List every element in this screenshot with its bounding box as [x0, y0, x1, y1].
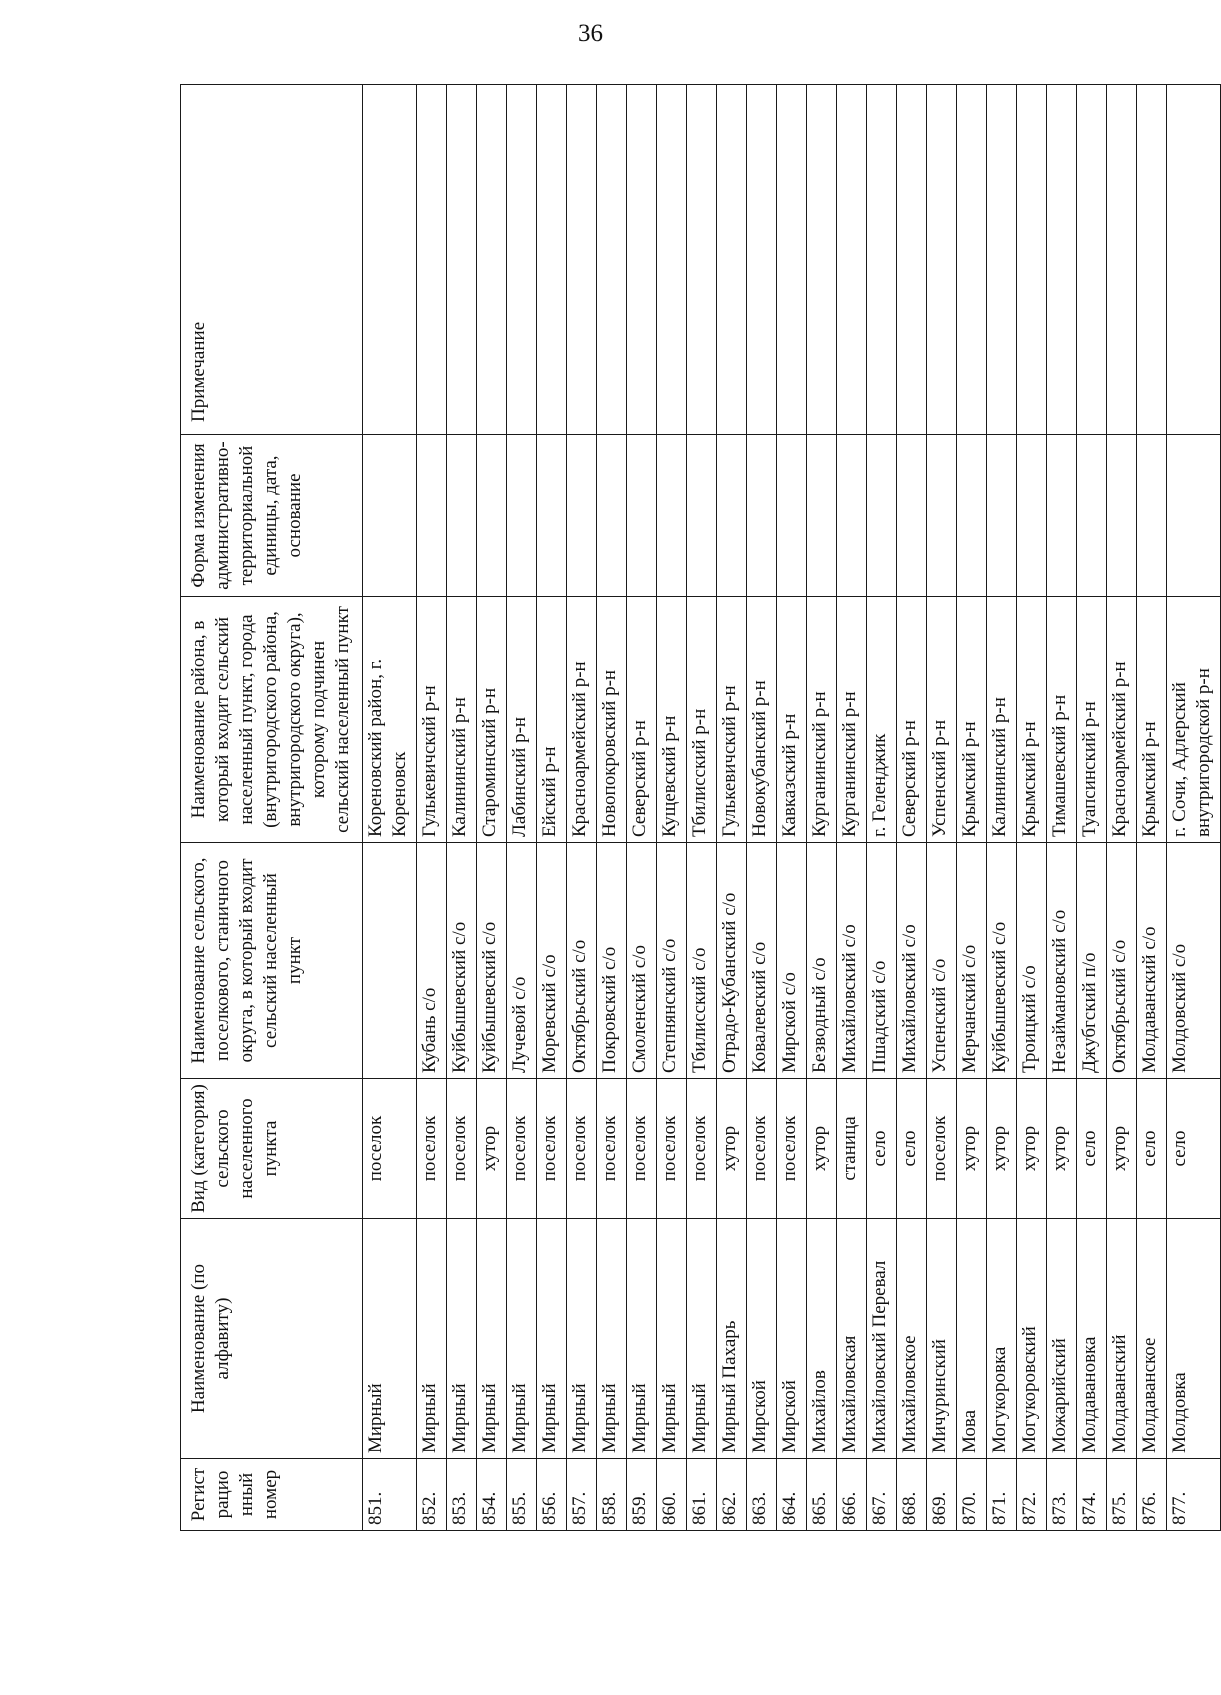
category-cell: хутор	[1047, 1079, 1077, 1219]
change-cell	[363, 435, 417, 597]
district-cell: Красноармейский р-н	[567, 597, 597, 843]
reg-number-cell: 856.	[537, 1459, 567, 1531]
category-cell: поселок	[777, 1079, 807, 1219]
change-cell	[837, 435, 867, 597]
district-cell: Калининский р-н	[447, 597, 477, 843]
district-cell: Успенский р-н	[927, 597, 957, 843]
okrug-cell: Покровский с/о	[597, 843, 627, 1079]
okrug-cell: Куйбышевский с/о	[447, 843, 477, 1079]
district-cell: Северский р-н	[627, 597, 657, 843]
name-cell: Мирный	[627, 1219, 657, 1459]
table-row	[957, 85, 987, 1531]
change-cell	[477, 435, 507, 597]
name-cell: Михайловская	[837, 1219, 867, 1459]
reg-number-cell: 853.	[447, 1459, 477, 1531]
category-cell: поселок	[567, 1079, 597, 1219]
okrug-cell: Ковалевский с/о	[747, 843, 777, 1079]
change-cell	[987, 435, 1017, 597]
district-cell: Лабинский р-н	[507, 597, 537, 843]
name-cell: Мирный	[687, 1219, 717, 1459]
district-cell: Староминский р-н	[477, 597, 507, 843]
change-cell	[567, 435, 597, 597]
table-row	[1017, 85, 1047, 1531]
change-cell	[447, 435, 477, 597]
table-row	[927, 85, 957, 1531]
name-cell: Мирный Пахарь	[717, 1219, 747, 1459]
reg-number-cell: 861.	[687, 1459, 717, 1531]
district-cell: Тбилисский р-н	[687, 597, 717, 843]
table-row	[1167, 85, 1221, 1531]
reg-number-cell: 871.	[987, 1459, 1017, 1531]
district-cell: Калининский р-н	[987, 597, 1017, 843]
okrug-cell: Молдаванский с/о	[1137, 843, 1167, 1079]
okrug-cell: Степнянский с/о	[657, 843, 687, 1079]
category-cell: хутор	[477, 1079, 507, 1219]
table-row	[1077, 85, 1107, 1531]
header-reg-number: Регист рацио нный номер	[181, 1459, 363, 1531]
category-cell: хутор	[1107, 1079, 1137, 1219]
name-cell: Мирный	[363, 1219, 417, 1459]
note-cell	[957, 85, 987, 435]
change-cell	[537, 435, 567, 597]
reg-number-cell: 863.	[747, 1459, 777, 1531]
name-cell: Молдовка	[1167, 1219, 1221, 1459]
reg-number-cell: 875.	[1107, 1459, 1137, 1531]
header-note: Примечание	[181, 85, 363, 435]
note-cell	[1107, 85, 1137, 435]
note-cell	[987, 85, 1017, 435]
district-cell: Кавказский р-н	[777, 597, 807, 843]
change-cell	[687, 435, 717, 597]
table-row	[597, 85, 627, 1531]
reg-number-cell: 873.	[1047, 1459, 1077, 1531]
note-cell	[1047, 85, 1077, 435]
change-cell	[1047, 435, 1077, 597]
okrug-cell	[363, 843, 417, 1079]
okrug-cell: Октябрьский с/о	[1107, 843, 1137, 1079]
okrug-cell: Тбилисский с/о	[687, 843, 717, 1079]
category-cell: хутор	[1017, 1079, 1047, 1219]
table-row	[747, 85, 777, 1531]
change-cell	[957, 435, 987, 597]
name-cell: Мирской	[747, 1219, 777, 1459]
name-cell: Могукоровский	[1017, 1219, 1047, 1459]
category-cell: поселок	[507, 1079, 537, 1219]
name-cell: Мирный	[477, 1219, 507, 1459]
table-row	[537, 85, 567, 1531]
okrug-cell: Кубань с/о	[417, 843, 447, 1079]
change-cell	[417, 435, 447, 597]
reg-number-cell: 872.	[1017, 1459, 1047, 1531]
name-cell: Мирный	[537, 1219, 567, 1459]
table-row	[447, 85, 477, 1531]
name-cell: Мирный	[567, 1219, 597, 1459]
district-cell: Новокубанский р-н	[747, 597, 777, 843]
district-cell: г. Сочи, Адлерский внутригородской р-н	[1167, 597, 1221, 843]
district-cell: Новопокровский р-н	[597, 597, 627, 843]
change-cell	[747, 435, 777, 597]
category-cell: поселок	[627, 1079, 657, 1219]
table-row	[363, 85, 417, 1531]
category-cell: поселок	[363, 1079, 417, 1219]
name-cell: Могукоровка	[987, 1219, 1017, 1459]
reg-number-cell: 877.	[1167, 1459, 1221, 1531]
name-cell: Молдавановка	[1077, 1219, 1107, 1459]
district-cell: Крымский р-н	[1137, 597, 1167, 843]
note-cell	[417, 85, 447, 435]
reg-number-cell: 874.	[1077, 1459, 1107, 1531]
change-cell	[777, 435, 807, 597]
category-cell: поселок	[657, 1079, 687, 1219]
name-cell: Мирный	[507, 1219, 537, 1459]
change-cell	[1167, 435, 1221, 597]
table-row	[657, 85, 687, 1531]
district-cell: Тимашевский р-н	[1047, 597, 1077, 843]
district-cell: Курганинский р-н	[837, 597, 867, 843]
reg-number-cell: 864.	[777, 1459, 807, 1531]
category-cell: станица	[837, 1079, 867, 1219]
reg-number-cell: 869.	[927, 1459, 957, 1531]
table-row	[1047, 85, 1077, 1531]
reg-number-cell: 851.	[363, 1459, 417, 1531]
name-cell: Мичуринский	[927, 1219, 957, 1459]
note-cell	[1167, 85, 1221, 435]
category-cell: село	[1137, 1079, 1167, 1219]
district-cell: Ейский р-н	[537, 597, 567, 843]
category-cell: село	[867, 1079, 897, 1219]
table-row	[777, 85, 807, 1531]
category-cell: поселок	[597, 1079, 627, 1219]
district-cell: Кущевский р-н	[657, 597, 687, 843]
okrug-cell: Михайловский с/о	[837, 843, 867, 1079]
okrug-cell: Октябрьский с/о	[567, 843, 597, 1079]
note-cell	[1077, 85, 1107, 435]
note-cell	[657, 85, 687, 435]
okrug-cell: Мирской с/о	[777, 843, 807, 1079]
note-cell	[837, 85, 867, 435]
district-cell: Северский р-н	[897, 597, 927, 843]
okrug-cell: Михайловский с/о	[897, 843, 927, 1079]
note-cell	[777, 85, 807, 435]
name-cell: Михайловский Перевал	[867, 1219, 897, 1459]
table-body	[363, 85, 1221, 1531]
change-cell	[717, 435, 747, 597]
change-cell	[927, 435, 957, 597]
okrug-cell: Смоленский с/о	[627, 843, 657, 1079]
district-cell: Гулькевичский р-н	[417, 597, 447, 843]
header-category: Вид (категория) сельского населенного пункта	[181, 1079, 363, 1219]
name-cell: Молдаванское	[1137, 1219, 1167, 1459]
reg-number-cell: 860.	[657, 1459, 687, 1531]
category-cell: хутор	[807, 1079, 837, 1219]
note-cell	[717, 85, 747, 435]
category-cell: хутор	[987, 1079, 1017, 1219]
note-cell	[867, 85, 897, 435]
page-number: 36	[578, 20, 603, 47]
name-cell: Мирный	[597, 1219, 627, 1459]
name-cell: Мирный	[657, 1219, 687, 1459]
note-cell	[567, 85, 597, 435]
name-cell: Мирный	[417, 1219, 447, 1459]
change-cell	[507, 435, 537, 597]
table-row	[837, 85, 867, 1531]
okrug-cell: Троицкий с/о	[1017, 843, 1047, 1079]
district-cell: Туапсинский р-н	[1077, 597, 1107, 843]
note-cell	[627, 85, 657, 435]
okrug-cell: Незаймановский с/о	[1047, 843, 1077, 1079]
note-cell	[447, 85, 477, 435]
reg-number-cell: 876.	[1137, 1459, 1167, 1531]
table-row	[867, 85, 897, 1531]
category-cell: поселок	[417, 1079, 447, 1219]
table-row	[627, 85, 657, 1531]
table-row	[417, 85, 447, 1531]
okrug-cell: Отрадо-Кубанский с/о	[717, 843, 747, 1079]
okrug-cell: Мерчанский с/о	[957, 843, 987, 1079]
name-cell: Михайлов	[807, 1219, 837, 1459]
table-row	[477, 85, 507, 1531]
category-cell: село	[1077, 1079, 1107, 1219]
reg-number-cell: 868.	[897, 1459, 927, 1531]
header-row	[181, 85, 363, 1531]
district-cell: Курганинский р-н	[807, 597, 837, 843]
table-row	[987, 85, 1017, 1531]
category-cell: хутор	[717, 1079, 747, 1219]
name-cell: Мова	[957, 1219, 987, 1459]
reg-number-cell: 859.	[627, 1459, 657, 1531]
okrug-cell: Моревский с/о	[537, 843, 567, 1079]
name-cell: Можарийский	[1047, 1219, 1077, 1459]
reg-number-cell: 855.	[507, 1459, 537, 1531]
okrug-cell: Молдовский с/о	[1167, 843, 1221, 1079]
table-row	[1137, 85, 1167, 1531]
name-cell: Молдаванский	[1107, 1219, 1137, 1459]
district-cell: Крымский р-н	[1017, 597, 1047, 843]
table-row	[717, 85, 747, 1531]
category-cell: поселок	[687, 1079, 717, 1219]
okrug-cell: Успенский с/о	[927, 843, 957, 1079]
header-district: Наименование района, в который входит сельский населенный пункт, города (внутригородского района, внутригородского округа), которому подчинен сельский населенный пункт	[181, 597, 363, 843]
change-cell	[807, 435, 837, 597]
name-cell: Мирный	[447, 1219, 477, 1459]
note-cell	[477, 85, 507, 435]
okrug-cell: Джубгский п/о	[1077, 843, 1107, 1079]
category-cell: поселок	[747, 1079, 777, 1219]
reg-number-cell: 852.	[417, 1459, 447, 1531]
reg-number-cell: 867.	[867, 1459, 897, 1531]
category-cell: село	[897, 1079, 927, 1219]
change-cell	[597, 435, 627, 597]
reg-number-cell: 870.	[957, 1459, 987, 1531]
reg-number-cell: 865.	[807, 1459, 837, 1531]
change-cell	[1017, 435, 1047, 597]
table-row	[897, 85, 927, 1531]
name-cell: Мирской	[777, 1219, 807, 1459]
note-cell	[1137, 85, 1167, 435]
category-cell: поселок	[537, 1079, 567, 1219]
reg-number-cell: 866.	[837, 1459, 867, 1531]
reg-number-cell: 854.	[477, 1459, 507, 1531]
table-row	[807, 85, 837, 1531]
category-cell: село	[1167, 1079, 1221, 1219]
okrug-cell: Куйбышевский с/о	[987, 843, 1017, 1079]
change-cell	[897, 435, 927, 597]
change-cell	[1107, 435, 1137, 597]
change-cell	[627, 435, 657, 597]
note-cell	[597, 85, 627, 435]
okrug-cell: Куйбышевский с/о	[477, 843, 507, 1079]
table-row	[1107, 85, 1137, 1531]
note-cell	[687, 85, 717, 435]
district-cell: Гулькевичский р-н	[717, 597, 747, 843]
okrug-cell: Безводный с/о	[807, 843, 837, 1079]
district-cell: Крымский р-н	[957, 597, 987, 843]
reg-number-cell: 857.	[567, 1459, 597, 1531]
reg-number-cell: 862.	[717, 1459, 747, 1531]
note-cell	[747, 85, 777, 435]
category-cell: хутор	[957, 1079, 987, 1219]
change-cell	[657, 435, 687, 597]
okrug-cell: Лучевой с/о	[507, 843, 537, 1079]
note-cell	[363, 85, 417, 435]
note-cell	[537, 85, 567, 435]
district-cell: г. Геленджик	[867, 597, 897, 843]
note-cell	[927, 85, 957, 435]
change-cell	[1137, 435, 1167, 597]
reg-number-cell: 858.	[597, 1459, 627, 1531]
change-cell	[867, 435, 897, 597]
okrug-cell: Пшадский с/о	[867, 843, 897, 1079]
district-cell: Кореновский район, г. Кореновск	[363, 597, 417, 843]
note-cell	[897, 85, 927, 435]
settlement-register-table	[180, 84, 1221, 1531]
category-cell: поселок	[927, 1079, 957, 1219]
header-change-form: Форма изменения административно-территориальной единицы, дата, основание	[181, 435, 363, 597]
note-cell	[1017, 85, 1047, 435]
table-row	[567, 85, 597, 1531]
category-cell: поселок	[447, 1079, 477, 1219]
header-okrug: Наименование сельского, поселкового, станичного округа, в который входит сельский населенный пункт	[181, 843, 363, 1079]
note-cell	[507, 85, 537, 435]
district-cell: Красноармейский р-н	[1107, 597, 1137, 843]
table-row	[687, 85, 717, 1531]
change-cell	[1077, 435, 1107, 597]
header-name: Наименование (по алфавиту)	[181, 1219, 363, 1459]
note-cell	[807, 85, 837, 435]
rotated-table-container	[180, 85, 1214, 1531]
table-row	[507, 85, 537, 1531]
name-cell: Михайловское	[897, 1219, 927, 1459]
